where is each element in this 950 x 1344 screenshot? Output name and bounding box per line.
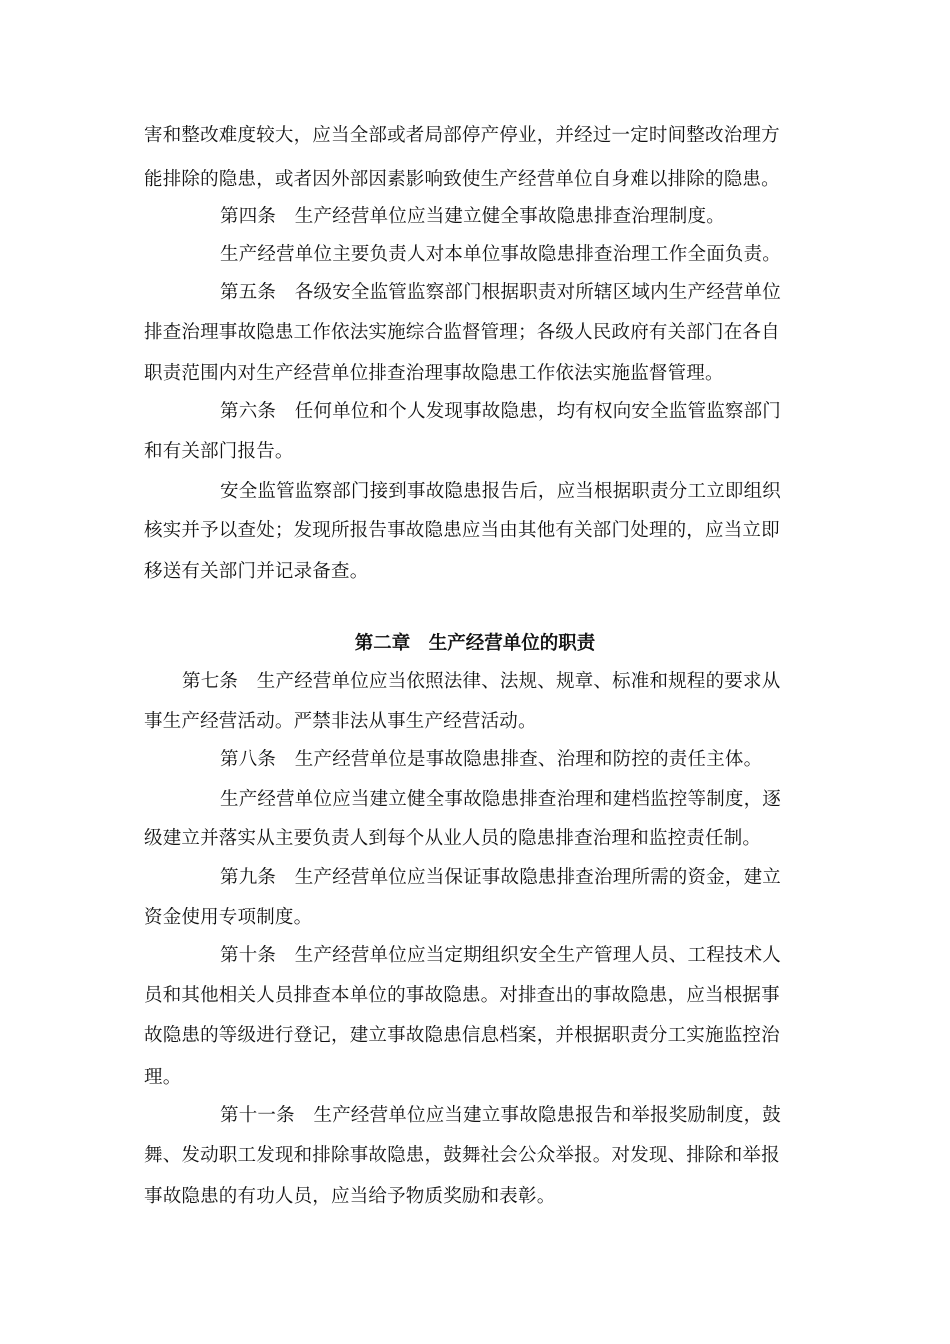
article-10-line: 第十条 生产经营单位应当定期组织安全生产管理人员、工程技术人	[220, 945, 782, 966]
article-5-line: 第五条 各级安全监管监察部门根据职责对所辖区域内生产经营单位	[220, 282, 782, 303]
article-9-line: 第九条 生产经营单位应当保证事故隐患排查治理所需的资金，建立	[220, 867, 782, 888]
text-line: 员和其他相关人员排查本单位的事故隐患。对排查出的事故隐患，应当根据事	[144, 985, 780, 1006]
text-line: 生产经营单位应当建立健全事故隐患排查治理和建档监控等制度，逐	[220, 789, 782, 810]
text-line: 级建立并落实从主要负责人到每个从业人员的隐患排查治理和监控责任制。	[144, 828, 762, 849]
article-7-line: 第七条 生产经营单位应当依照法律、法规、规章、标准和规程的要求从	[182, 671, 781, 692]
chapter-heading: 第二章 生产经营单位的职责	[354, 633, 596, 654]
text-line: 害和整改难度较大，应当全部或者局部停产停业，并经过一定时间整改治理方	[144, 125, 780, 146]
article-8-line: 第八条 生产经营单位是事故隐患排查、治理和防控的责任主体。	[220, 749, 763, 770]
text-line: 故隐患的等级进行登记，建立事故隐患信息档案，并根据职责分工实施监控治	[144, 1025, 780, 1046]
text-line: 职责范围内对生产经营单位排查治理事故隐患工作依法实施监督管理。	[144, 363, 724, 384]
text-line: 资金使用专项制度。	[144, 907, 313, 928]
article-11-line: 第十一条 生产经营单位应当建立事故隐患报告和举报奖励制度，鼓	[220, 1105, 782, 1126]
text-line: 移送有关部门并记录备查。	[144, 561, 369, 582]
text-line: 能排除的隐患，或者因外部因素影响致使生产经营单位自身难以排除的隐患。	[144, 169, 780, 190]
text-line: 生产经营单位主要负责人对本单位事故隐患排查治理工作全面负责。	[220, 244, 782, 265]
article-4-line: 第四条 生产经营单位应当建立健全事故隐患排查治理制度。	[220, 206, 725, 227]
article-6-line: 第六条 任何单位和个人发现事故隐患，均有权向安全监管监察部门	[220, 401, 782, 422]
text-line: 和有关部门报告。	[144, 441, 294, 462]
text-line: 舞、发动职工发现和排除事故隐患，鼓舞社会公众举报。对发现、排除和举报	[144, 1145, 780, 1166]
text-line: 事生产经营活动。严禁非法从事生产经营活动。	[144, 711, 537, 732]
text-line: 核实并予以查处；发现所报告事故隐患应当由其他有关部门处理的，应当立即	[144, 520, 780, 541]
text-line: 安全监管监察部门接到事故隐患报告后，应当根据职责分工立即组织	[220, 481, 782, 502]
text-line: 事故隐患的有功人员，应当给予物质奖励和表彰。	[144, 1186, 556, 1207]
text-line: 理。	[144, 1067, 182, 1088]
text-line: 排查治理事故隐患工作依法实施综合监督管理；各级人民政府有关部门在各自	[144, 322, 780, 343]
